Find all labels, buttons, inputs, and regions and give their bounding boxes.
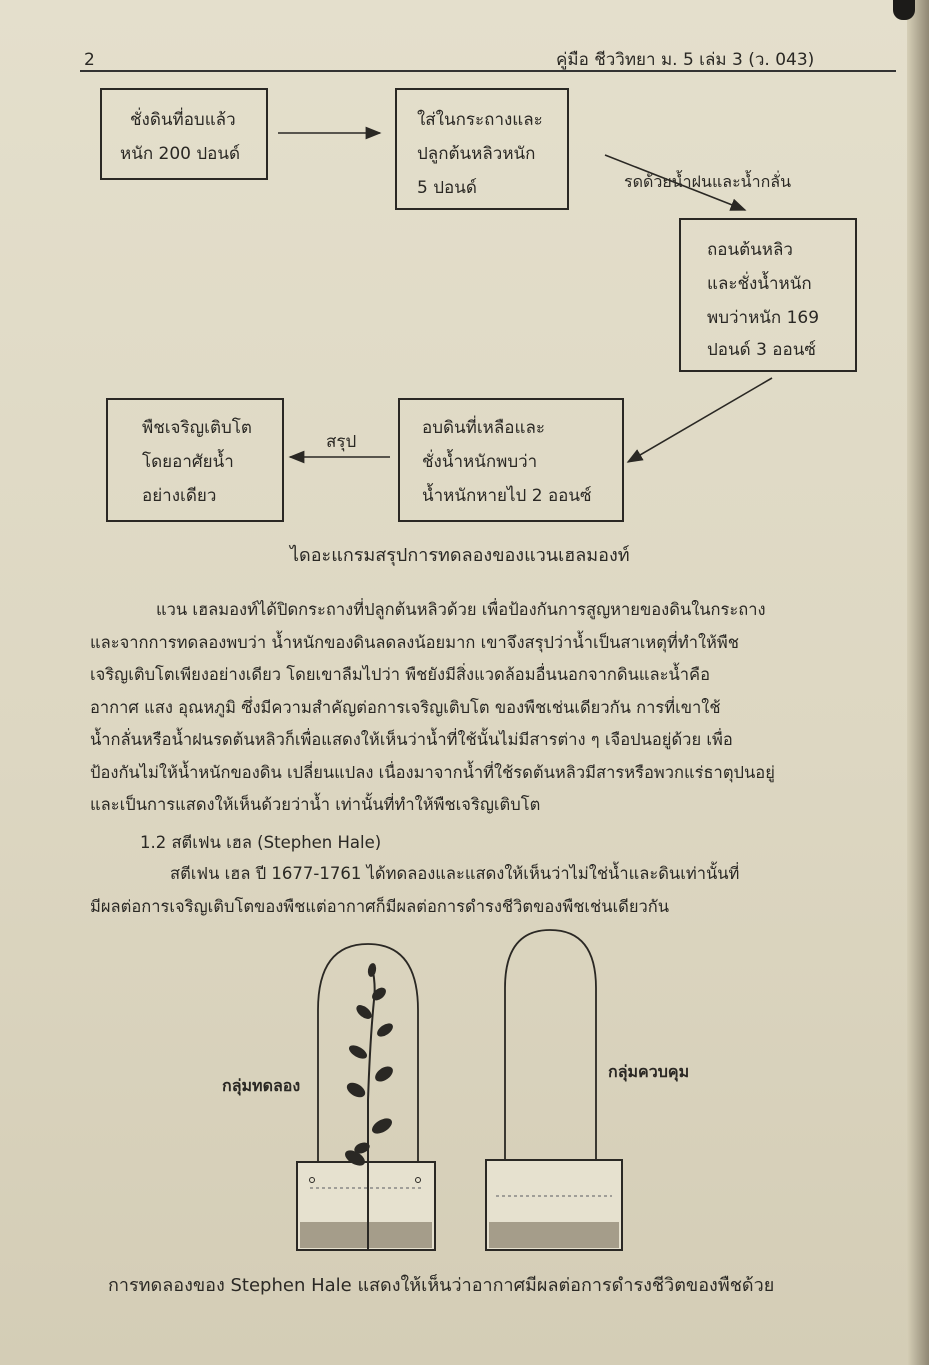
box-text: พบว่าหนัก 169 <box>707 308 820 328</box>
plant-leaf <box>347 1043 369 1062</box>
text-line: และเป็นการแสดงให้เห็นด้วยว่าน้ำ เท่านั้นที่ทำให้พืชเจริญเติบโต <box>90 795 541 814</box>
text-line: เจริญเติบโตเพียงอย่างเดียว โดยเขาลืมไปว่า พืชยังมีสิ่งแวดล้อมอื่นนอกจากดินและน้ำคือ <box>90 665 710 684</box>
control-soil <box>489 1222 619 1248</box>
plant-leaf <box>344 1080 367 1100</box>
box-text: 5 ปอนด์ <box>417 178 477 198</box>
box-text: ชั่งดินที่อบแล้ว <box>130 110 236 130</box>
text-line: น้ำกลั่นหรือน้ำฝนรดต้นหลิวก็เพื่อแสดงให้เห็นว่าน้ำที่ใช้นั้นไม่มีสารต่าง ๆ เจือปนอยู่ด้วย เพื่อ <box>90 730 733 749</box>
text-line: มีผลต่อการเจริญเติบโตของพืชแต่อากาศก็มีผลต่อการดำรงชีวิตของพืชเช่นเดียวกัน <box>90 896 670 916</box>
figure-caption: การทดลองของ Stephen Hale แสดงให้เห็นว่าอากาศมีผลต่อการดำรงชีวิตของพืชด้วย <box>108 1275 775 1296</box>
plant-leaf <box>367 962 377 977</box>
box-text: โดยอาศัยน้ำ <box>142 452 234 472</box>
plant-leaf <box>369 1115 394 1136</box>
text-line: สตีเฟน เฮล ปี 1677-1761 ได้ทดลองและแสดงให้เห็นว่าไม่ใช่น้ำและดินเท่านั้นที่ <box>170 864 740 883</box>
box-text: ปอนด์ 3 ออนซ์ <box>707 340 816 360</box>
box-text: หนัก 200 ปอนด์ <box>120 144 241 164</box>
plant-leaf <box>375 1021 395 1040</box>
experiment-soil <box>300 1222 432 1248</box>
label-control-group: กลุ่มควบคุม <box>608 1062 690 1081</box>
diagram-caption: ไดอะแกรมสรุปการทดลองของแวนเฮลมองท์ <box>290 545 630 566</box>
text-line: แวน เฮลมองท์ได้ปิดกระถางที่ปลูกต้นหลิวด้วย เพื่อป้องกันการสูญหายของดินในกระถาง <box>156 600 766 619</box>
arrow-label-water: รดด้วยน้ำฝนและน้ำกลั่น <box>624 172 792 191</box>
plant-leaf <box>354 1002 374 1021</box>
text-line: อากาศ แสง อุณหภูมิ ซึ่งมีความสำคัญต่อการเจริญเติบโต ของพืชเช่นเดียวกัน การที่เขาใช้ <box>90 697 721 717</box>
plant-leaf <box>372 1063 395 1084</box>
box-text: พืชเจริญเติบโต <box>142 418 252 438</box>
box-text: อย่างเดียว <box>142 486 217 506</box>
text-line: ป้องกันไม่ให้น้ำหนักของดิน เปลี่ยนแปลง เนื่องมาจากน้ำที่ใช้รดต้นหลิวมีสารหรือพวกแร่ธาตุปนอยู่ <box>90 762 775 782</box>
running-title: คู่มือ ชีววิทยา ม. 5 เล่ม 3 (ว. 043) <box>556 50 815 70</box>
box-text: ชั่งน้ำหนักพบว่า <box>422 452 538 472</box>
text-line: และจากการทดลองพบว่า น้ำหนักของดินลดลงน้อยมาก เขาจึงสรุปว่าน้ำเป็นสาเหตุที่ทำให้พืช <box>90 632 739 652</box>
page-number: 2 <box>84 50 95 70</box>
box-text: ปลูกต้นหลิวหนัก <box>417 144 536 164</box>
box-text: น้ำหนักหายไป 2 ออนซ์ <box>422 486 592 506</box>
control-bell-jar <box>505 930 596 1160</box>
box-text: ใส่ในกระถางและ <box>417 110 543 130</box>
box-text: อบดินที่เหลือและ <box>422 418 546 438</box>
box-text: และชั่งน้ำหนัก <box>707 274 812 294</box>
section-heading: 1.2 สตีเฟน เฮล (Stephen Hale) <box>140 833 382 852</box>
box-text: ถอนต้นหลิว <box>707 240 793 260</box>
label-experiment-group: กลุ่มทดลอง <box>222 1076 301 1095</box>
arrow-label-conclude: สรุป <box>326 432 357 452</box>
plant-leaf <box>370 985 389 1003</box>
